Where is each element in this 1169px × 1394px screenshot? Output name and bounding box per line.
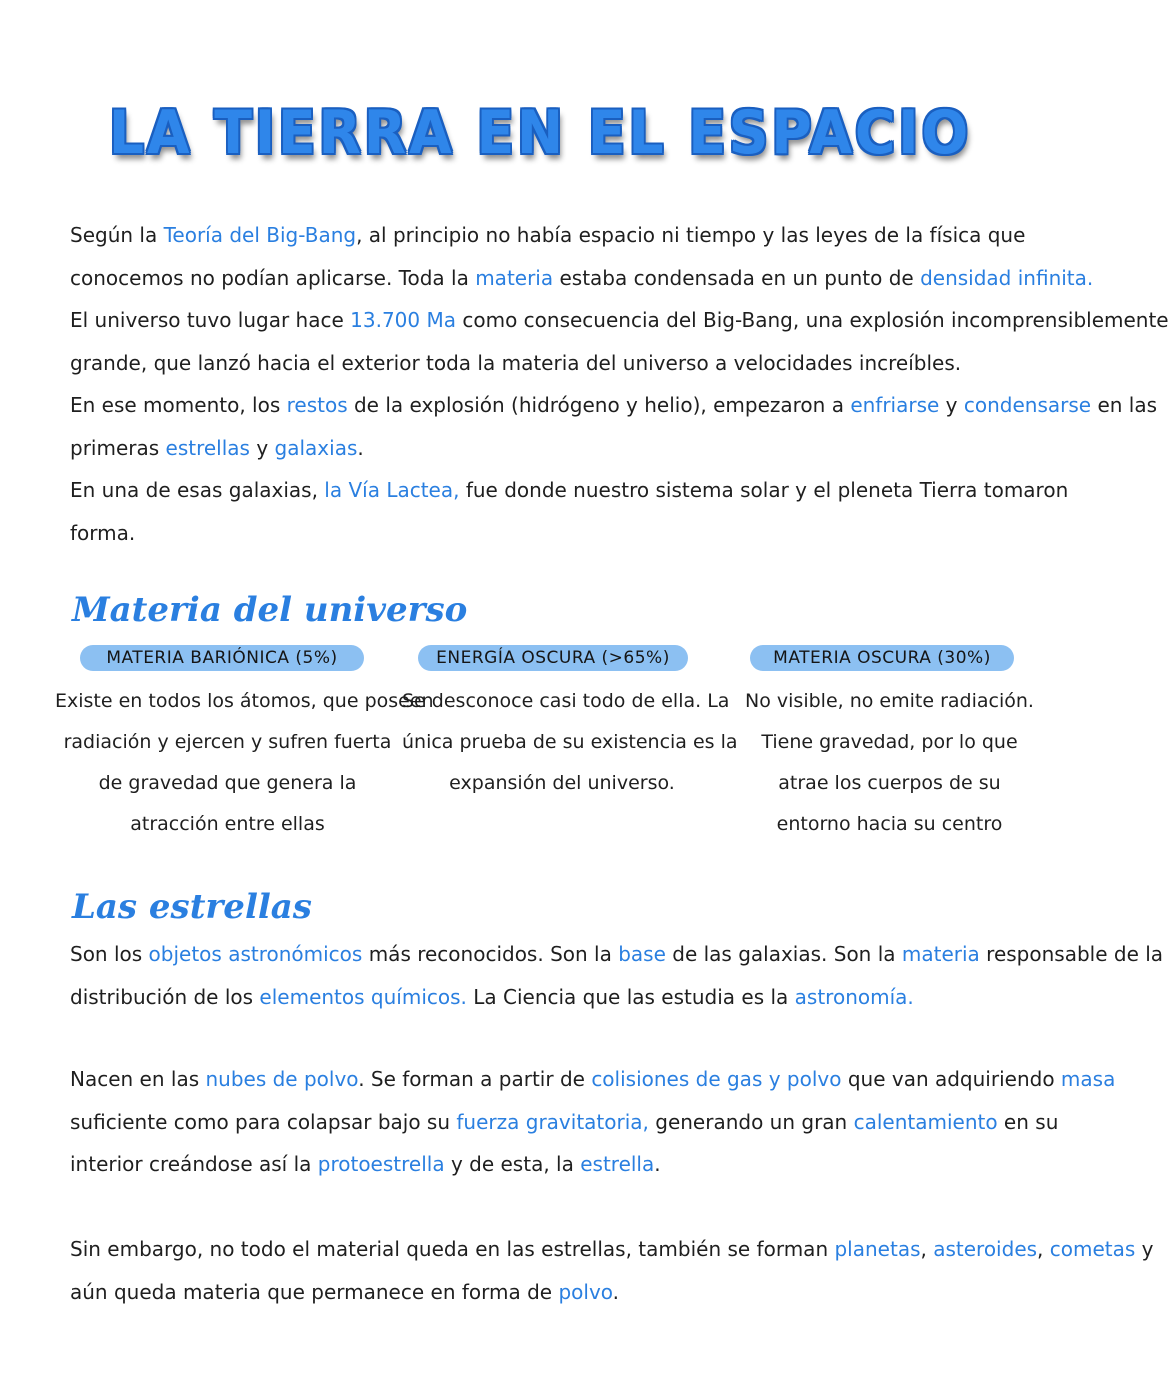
highlighted-term: colisiones de gas y polvo — [591, 1067, 842, 1091]
text-segment: aún queda materia que permanece en forma de — [70, 1279, 559, 1304]
highlighted-term: base — [618, 942, 666, 966]
text-segment: como consecuencia del Big-Bang, una explosión incomprensiblemente — [456, 308, 1169, 332]
text-segment: responsable de la — [979, 942, 1164, 966]
pill-materia-oscura: MATERIA OSCURA (30%) — [750, 645, 1014, 671]
highlighted-term: enfriarse — [850, 393, 940, 417]
text-line: Se desconoce casi todo de ella. La — [402, 690, 730, 712]
text-segment: , — [1037, 1237, 1050, 1261]
materia-barionica-text — [55, 681, 434, 845]
intro-paragraph — [70, 214, 1169, 554]
text-line — [70, 299, 1169, 342]
text-segment: Según la — [70, 223, 164, 247]
text-segment: . — [357, 435, 364, 460]
pill-materia-barionica: MATERIA BARIÓNICA (5%) — [80, 645, 364, 671]
text-line — [70, 1143, 1025, 1186]
text-segment: y — [249, 435, 275, 460]
text-segment: primeras — [70, 435, 166, 460]
highlighted-term: objetos astronómicos — [148, 942, 363, 966]
highlighted-term: densidad infinita. — [920, 265, 1094, 290]
energia-oscura-text — [402, 681, 738, 804]
text-line — [70, 214, 1025, 257]
text-segment: y — [939, 393, 964, 417]
highlighted-term: planetas — [834, 1237, 921, 1261]
text-line — [70, 257, 1094, 300]
text-segment: . — [612, 1279, 620, 1304]
text-line — [70, 976, 1025, 1019]
text-line — [70, 427, 1025, 470]
page-title: LA TIERRA EN EL ESPACIO — [108, 98, 972, 168]
text-segment: de las galaxias. Son la — [665, 942, 902, 966]
highlighted-term: protoestrella — [317, 1152, 445, 1176]
highlighted-term: masa — [1060, 1067, 1116, 1091]
text-line: entorno hacia su centro — [776, 813, 1003, 835]
text-line: de gravedad que genera la — [98, 772, 357, 794]
text-line — [70, 342, 1025, 385]
text-segment: y de esta, la — [444, 1152, 581, 1176]
text-segment: en su — [997, 1109, 1059, 1134]
text-segment: Nacen en las — [70, 1067, 206, 1091]
highlighted-term: 13.700 Ma — [350, 308, 456, 332]
text-segment: generando un gran — [648, 1109, 854, 1134]
text-segment: La Ciencia que las estudia es la — [466, 984, 795, 1009]
pill-energia-oscura: ENERGÍA OSCURA (>65%) — [418, 645, 688, 671]
highlighted-term: polvo — [558, 1279, 613, 1304]
highlighted-term: estrellas — [165, 435, 250, 460]
text-segment: . — [654, 1152, 661, 1176]
text-line: No visible, no emite radiación. — [745, 690, 1034, 712]
text-segment: grande, que lanzó hacia el exterior toda la materia del universo a velocidades increíbles. — [70, 350, 962, 375]
text-line: única prueba de su existencia es la — [402, 731, 738, 753]
text-line — [70, 1058, 1116, 1101]
materia-oscura-text — [742, 681, 1037, 845]
text-line: Tiene gravedad, por lo que — [761, 731, 1018, 753]
text-line: expansión del universo. — [449, 772, 675, 794]
text-segment: , al principio no había espacio ni tiempo y las leyes de la física que — [356, 223, 1026, 247]
highlighted-term: la Vía Lactea, — [324, 478, 460, 502]
text-line — [70, 1271, 1025, 1314]
text-segment: Son los — [70, 942, 149, 966]
text-line — [70, 933, 1164, 976]
text-line: Existe en todos los átomos, que poseen — [55, 690, 434, 712]
highlighted-term: fuerza gravitatoria, — [456, 1109, 649, 1134]
text-line: radiación y ejercen y sufren fuerta — [63, 731, 392, 753]
estrellas-paragraph-3 — [70, 1228, 1154, 1313]
text-segment: y — [1135, 1237, 1154, 1261]
highlighted-term: galaxias — [274, 435, 358, 460]
text-segment: más reconocidos. Son la — [362, 942, 619, 966]
text-segment: Sin embargo, no todo el material queda en las estrellas, también se forman — [70, 1237, 835, 1261]
text-segment: fue donde nuestro sistema solar y el pleneta Tierra tomaron — [459, 478, 1069, 502]
text-segment: , — [920, 1237, 934, 1261]
highlighted-term: asteroides — [933, 1237, 1038, 1261]
highlighted-term: restos — [286, 393, 348, 417]
text-segment: El universo tuvo lugar hace — [70, 308, 351, 332]
highlighted-term: condensarse — [963, 393, 1092, 417]
estrellas-heading: Las estrellas — [72, 887, 312, 927]
text-line — [70, 512, 1025, 555]
text-segment: En ese momento, los — [70, 393, 287, 417]
text-segment: que van adquiriendo — [841, 1067, 1061, 1091]
estrellas-paragraph-2 — [70, 1058, 1116, 1186]
text-line: atrae los cuerpos de su — [778, 772, 1001, 794]
text-line — [70, 469, 1069, 512]
highlighted-term: materia — [475, 265, 554, 290]
text-line — [70, 1228, 1154, 1271]
text-segment: suficiente como para colapsar bajo su — [70, 1109, 457, 1134]
highlighted-term: nubes de polvo — [205, 1067, 359, 1091]
text-segment: interior creándose así la — [70, 1152, 318, 1176]
estrellas-paragraph-1 — [70, 933, 1164, 1018]
highlighted-term: Teoría del Big-Bang — [163, 223, 357, 247]
highlighted-term: cometas — [1049, 1237, 1136, 1261]
highlighted-term: elementos químicos. — [259, 984, 467, 1009]
text-line — [70, 1101, 1059, 1144]
highlighted-term: materia — [901, 942, 980, 966]
text-segment: . Se forman a partir de — [358, 1067, 592, 1091]
text-segment: En una de esas galaxias, — [70, 478, 325, 502]
text-segment: forma. — [70, 520, 136, 545]
text-line: atracción entre ellas — [130, 813, 325, 835]
highlighted-term: astronomía. — [794, 984, 914, 1009]
text-segment: de la explosión (hidrógeno y helio), empezaron a — [347, 393, 851, 417]
text-segment: estaba condensada en un punto de — [553, 265, 921, 290]
text-line — [70, 384, 1158, 427]
materia-heading: Materia del universo — [72, 590, 468, 630]
highlighted-term: estrella — [580, 1152, 655, 1176]
text-segment: distribución de los — [70, 984, 260, 1009]
text-segment: en las — [1091, 393, 1158, 417]
highlighted-term: calentamiento — [853, 1109, 998, 1134]
text-segment: conocemos no podían aplicarse. Toda la — [70, 265, 476, 290]
